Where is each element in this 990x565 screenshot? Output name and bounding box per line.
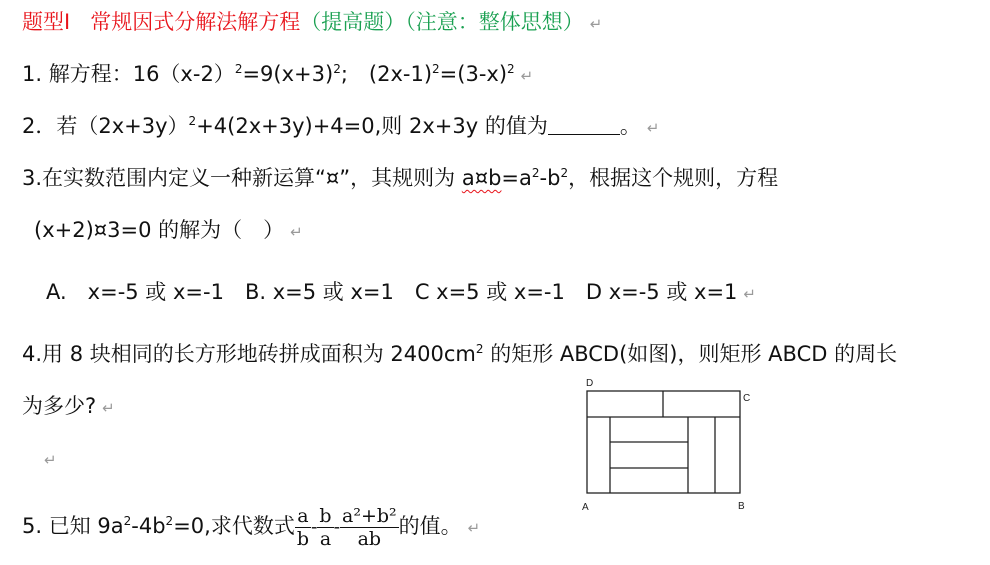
question-2	[22, 112, 659, 142]
paragraph-mark-icon: ↵	[44, 451, 57, 469]
denominator: b	[296, 527, 309, 550]
rectangle-tiling-diagram	[580, 378, 750, 518]
q5-text: =0,求代数式	[173, 514, 295, 538]
paragraph-mark-icon: ↵	[743, 285, 756, 303]
q5-text: 5. 已知 9a	[22, 514, 124, 538]
q3-text: ，根据这个规则，方程	[568, 166, 779, 190]
label-b: B	[738, 501, 745, 512]
empty-paragraph	[38, 444, 57, 474]
q3-text: =a	[501, 166, 532, 190]
question-4-line-2	[22, 392, 115, 422]
q1-text: =9(x+3)	[242, 62, 334, 86]
paragraph-mark-icon: ↵	[589, 15, 603, 33]
paragraph-mark-icon: ↵	[520, 67, 534, 85]
fraction-b-over-a	[317, 505, 333, 550]
sup: 2	[507, 62, 515, 76]
sup: 2	[188, 114, 197, 128]
paragraph-mark-icon: ↵	[646, 119, 660, 137]
minus-sign: -	[311, 516, 318, 538]
q3-text: -b	[539, 166, 561, 190]
sup: 2	[333, 62, 341, 76]
q2-text: 。	[619, 114, 641, 138]
numerator: a²+b²	[342, 504, 397, 527]
q3-text: (x+2)¤3=0 的解为（ ）	[34, 218, 285, 242]
spellcheck-underlined-text[interactable]: a¤b	[461, 166, 502, 190]
fraction-sum-over-ab	[340, 505, 399, 550]
paragraph-mark-icon: ↵	[290, 223, 303, 241]
q4-text: 的矩形 ABCD(如图)，则矩形 ABCD 的周长	[483, 342, 898, 366]
q2-text: 2．若（2x+3y）	[22, 114, 189, 138]
q1-text: 1. 解方程：16（x-2）	[22, 62, 235, 86]
sup: 2	[234, 62, 243, 76]
title-hint-1: （提高题）	[300, 10, 406, 34]
q5-text: 的值。	[398, 514, 462, 538]
label-d: D	[586, 378, 594, 389]
type-label: 题型Ⅰ	[22, 10, 71, 34]
label-c: C	[743, 393, 751, 404]
question-4-line-1	[22, 340, 897, 368]
question-3-line-2	[34, 216, 303, 246]
title-main: 常规因式分解法解方程	[90, 10, 301, 34]
q1-text: =(3-x)	[439, 62, 508, 86]
q3-text: 3.在实数范围内定义一种新运算“¤”，其规则为	[22, 166, 462, 190]
sup: 2	[123, 514, 132, 528]
label-a: A	[582, 502, 589, 513]
minus-sign: -	[333, 516, 341, 538]
denominator: a	[319, 527, 332, 550]
tile-figure	[580, 378, 750, 518]
q3-options-text: A. x=-5 或 x=-1 B. x=5 或 x=1 C x=5 或 x=-1 D x=-5 或 x=1	[46, 280, 738, 304]
sup: 2	[531, 166, 540, 180]
denominator: ab	[357, 527, 382, 550]
q1-text: ; (2x-1)	[340, 62, 433, 86]
question-3-options	[46, 278, 756, 308]
paragraph-mark-icon: ↵	[102, 399, 115, 417]
sup: 2	[165, 514, 174, 528]
answer-blank[interactable]	[548, 114, 620, 135]
q2-text: +4(2x+3y)+4=0,则 2x+3y 的值为	[196, 114, 548, 138]
question-3-line-1	[22, 164, 778, 192]
q4-text: 为多少?	[22, 394, 97, 418]
sup: 2	[432, 62, 440, 76]
question-5	[22, 496, 480, 556]
numerator: b	[319, 504, 332, 527]
question-1	[22, 60, 533, 90]
sup: 2	[475, 342, 484, 356]
section-title	[22, 8, 602, 38]
sup: 2	[560, 166, 569, 180]
title-hint-2: （注意：整体思想）	[405, 10, 584, 34]
fraction-a-over-b	[295, 505, 311, 550]
paragraph-mark-icon: ↵	[467, 519, 481, 537]
q4-text: 4.用 8 块相同的长方形地砖拼成面积为 2400cm	[22, 342, 476, 366]
q5-text: -4b	[131, 514, 166, 538]
numerator: a	[295, 505, 311, 528]
